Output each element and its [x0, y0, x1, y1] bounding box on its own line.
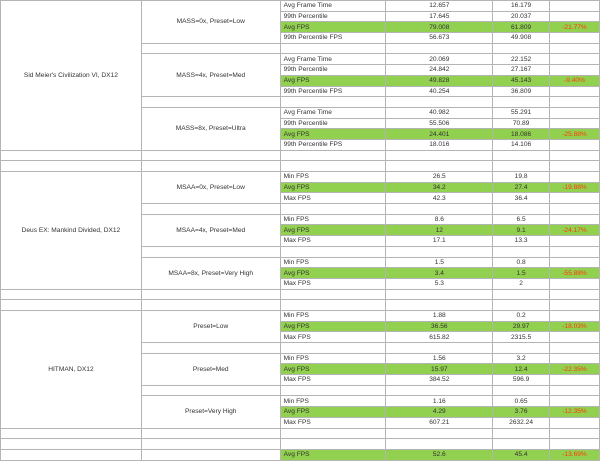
- value-a-cell: 607.21: [386, 417, 493, 428]
- value-a-cell: 1.16: [386, 396, 493, 407]
- metric-cell: Avg FPS: [280, 182, 386, 193]
- value-a-cell: 42.3: [386, 193, 493, 204]
- percent-change-cell: [550, 22, 600, 33]
- spacer-cell: [141, 43, 280, 54]
- value-a-cell: 56.673: [386, 33, 493, 44]
- value-b-cell: 2: [493, 278, 550, 289]
- spacer-cell: [280, 97, 386, 108]
- game-name-cell: HITMAN, DX12: [1, 310, 142, 428]
- percent-change-cell: [550, 54, 600, 65]
- percent-change-cell: [550, 257, 600, 268]
- metric-cell: Avg FPS: [280, 225, 386, 236]
- spacer-cell: [141, 246, 280, 257]
- value-b-cell: 16.179: [493, 1, 550, 12]
- spacer-cell: [386, 246, 493, 257]
- metric-cell: 99th Percentile: [280, 11, 386, 22]
- metric-cell: 99th Percentile: [280, 65, 386, 76]
- spacer-cell: [493, 204, 550, 215]
- percent-change-cell: [550, 353, 600, 364]
- metric-cell: Max FPS: [280, 193, 386, 204]
- spacer-cell: [386, 289, 493, 300]
- value-b-cell: 9.1: [493, 225, 550, 236]
- value-b-cell: 36.4: [493, 193, 550, 204]
- value-a-cell: 12: [386, 225, 493, 236]
- metric-cell: Min FPS: [280, 172, 386, 183]
- spacer-cell: [141, 204, 280, 215]
- table-row: [1, 1, 600, 12]
- spacer-cell: [550, 204, 600, 215]
- value-a-cell: 1.56: [386, 353, 493, 364]
- value-b-cell: 6.5: [493, 214, 550, 225]
- spacer-cell: [280, 246, 386, 257]
- spacer-cell: [141, 289, 280, 300]
- metric-cell: Max FPS: [280, 417, 386, 428]
- summary-metric-cell: Avg FPS: [280, 449, 386, 460]
- summary-value-a-cell: 52.6: [386, 449, 493, 460]
- percent-change-cell: [550, 193, 600, 204]
- metric-cell: Avg Frame Time: [280, 54, 386, 65]
- spacer-cell: [1, 150, 142, 161]
- value-a-cell: 55.506: [386, 118, 493, 129]
- metric-cell: Avg FPS: [280, 407, 386, 418]
- metric-cell: Avg FPS: [280, 321, 386, 332]
- spacer-cell: [493, 343, 550, 354]
- percent-change-value: -18.03%: [562, 322, 587, 330]
- value-a-cell: 5.3: [386, 278, 493, 289]
- value-b-cell: 49.908: [493, 33, 550, 44]
- spacer-cell: [550, 428, 600, 439]
- value-a-cell: 15.97: [386, 364, 493, 375]
- value-b-cell: 0.65: [493, 396, 550, 407]
- spacer-cell: [550, 97, 600, 108]
- value-b-cell: 27.167: [493, 65, 550, 76]
- percent-change-cell: [550, 182, 600, 193]
- percent-change-value: -25.88%: [562, 130, 587, 138]
- spacer-cell: [386, 43, 493, 54]
- value-b-cell: 596.9: [493, 375, 550, 386]
- spacer-cell: [386, 300, 493, 311]
- spacer-cell: [386, 161, 493, 172]
- spacer-cell: [1, 300, 142, 311]
- percent-change-value: -19.88%: [562, 184, 587, 192]
- value-a-cell: 12.657: [386, 1, 493, 12]
- value-b-cell: 70.89: [493, 118, 550, 129]
- percent-change-value: -12.35%: [562, 408, 587, 416]
- metric-cell: Avg Frame Time: [280, 107, 386, 118]
- value-a-cell: 40.254: [386, 86, 493, 97]
- value-b-cell: 19.8: [493, 172, 550, 183]
- percent-change-cell: [550, 86, 600, 97]
- spacer-cell: [550, 343, 600, 354]
- percent-change-cell: [550, 172, 600, 183]
- spacer-cell: [550, 300, 600, 311]
- percent-change-cell: [550, 75, 600, 86]
- value-a-cell: 79.008: [386, 22, 493, 33]
- metric-cell: Min FPS: [280, 353, 386, 364]
- spacer-cell: [386, 150, 493, 161]
- spacer-cell: [280, 300, 386, 311]
- setting-cell: Preset=Med: [141, 353, 280, 385]
- spacer-cell: [493, 300, 550, 311]
- metric-cell: 99th Percentile: [280, 118, 386, 129]
- percent-change-cell: [550, 11, 600, 22]
- spacer-cell: [493, 428, 550, 439]
- spacer-cell: [386, 428, 493, 439]
- value-b-cell: 13.3: [493, 236, 550, 247]
- value-a-cell: 40.982: [386, 107, 493, 118]
- spacer-cell: [280, 161, 386, 172]
- setting-cell: MASS=0x, Preset=Low: [141, 1, 280, 44]
- metric-cell: Avg FPS: [280, 268, 386, 279]
- value-a-cell: 1.5: [386, 257, 493, 268]
- value-b-cell: 45.143: [493, 75, 550, 86]
- spacer-cell: [280, 289, 386, 300]
- percent-change-cell: [550, 65, 600, 76]
- table-row: [1, 172, 600, 183]
- percent-change-cell: [550, 139, 600, 150]
- value-b-cell: 36.809: [493, 86, 550, 97]
- metric-cell: Avg FPS: [280, 75, 386, 86]
- spacer-cell: [141, 97, 280, 108]
- separator-row: [1, 439, 600, 450]
- spacer-cell: [493, 289, 550, 300]
- metric-cell: Max FPS: [280, 278, 386, 289]
- summary-percent-value: -13.69%: [562, 451, 587, 459]
- spacer-cell: [386, 439, 493, 450]
- summary-blank-cell: [141, 449, 280, 460]
- spacer-cell: [141, 439, 280, 450]
- setting-cell: MSAA=8x, Preset=Very High: [141, 257, 280, 289]
- percent-change-cell: [550, 321, 600, 332]
- spacer-cell: [550, 43, 600, 54]
- summary-percent-cell: [550, 449, 600, 460]
- value-a-cell: 17.1: [386, 236, 493, 247]
- metric-cell: Max FPS: [280, 236, 386, 247]
- setting-cell: MSAA=4x, Preset=Med: [141, 214, 280, 246]
- metric-cell: 99th Percentile FPS: [280, 86, 386, 97]
- percent-change-value: -9.40%: [564, 77, 585, 85]
- percent-change-cell: [550, 236, 600, 247]
- metric-cell: Avg Frame Time: [280, 1, 386, 12]
- percent-change-cell: [550, 118, 600, 129]
- spacer-cell: [280, 428, 386, 439]
- spacer-cell: [550, 289, 600, 300]
- value-a-cell: 4.29: [386, 407, 493, 418]
- percent-change-cell: [550, 332, 600, 343]
- metric-cell: Min FPS: [280, 310, 386, 321]
- percent-change-cell: [550, 364, 600, 375]
- spacer-cell: [280, 204, 386, 215]
- value-a-cell: 34.2: [386, 182, 493, 193]
- value-b-cell: 2632.24: [493, 417, 550, 428]
- separator-row: [1, 161, 600, 172]
- value-b-cell: 2315.5: [493, 332, 550, 343]
- spacer-cell: [386, 204, 493, 215]
- benchmark-table-body: [1, 1, 600, 461]
- percent-change-value: -24.17%: [562, 226, 587, 234]
- spacer-cell: [493, 43, 550, 54]
- setting-cell: MASS=8x, Preset=Ultra: [141, 107, 280, 150]
- game-name-cell: Sid Meier's Civilization VI, DX12: [1, 1, 142, 151]
- separator-row: [1, 289, 600, 300]
- value-b-cell: 3.76: [493, 407, 550, 418]
- percent-change-cell: [550, 129, 600, 140]
- spacer-cell: [141, 428, 280, 439]
- spacer-cell: [386, 385, 493, 396]
- metric-cell: 99th Percentile FPS: [280, 139, 386, 150]
- spacer-cell: [386, 343, 493, 354]
- value-a-cell: 49.828: [386, 75, 493, 86]
- separator-row: [1, 428, 600, 439]
- value-a-cell: 24.401: [386, 129, 493, 140]
- spacer-cell: [1, 289, 142, 300]
- spacer-cell: [141, 300, 280, 311]
- value-b-cell: 3.2: [493, 353, 550, 364]
- metric-cell: 99th Percentile FPS: [280, 33, 386, 44]
- spacer-cell: [493, 385, 550, 396]
- value-b-cell: 61.809: [493, 22, 550, 33]
- value-a-cell: 8.6: [386, 214, 493, 225]
- metric-cell: Max FPS: [280, 332, 386, 343]
- spacer-cell: [550, 161, 600, 172]
- value-a-cell: 20.069: [386, 54, 493, 65]
- value-a-cell: 17.645: [386, 11, 493, 22]
- percent-change-cell: [550, 396, 600, 407]
- value-a-cell: 3.4: [386, 268, 493, 279]
- separator-row: [1, 150, 600, 161]
- separator-row: [1, 300, 600, 311]
- metric-cell: Max FPS: [280, 375, 386, 386]
- spacer-cell: [141, 343, 280, 354]
- value-a-cell: 36.56: [386, 321, 493, 332]
- value-a-cell: 1.88: [386, 310, 493, 321]
- table-row: [1, 310, 600, 321]
- summary-row: [1, 449, 600, 460]
- spacer-cell: [280, 385, 386, 396]
- spacer-cell: [493, 150, 550, 161]
- spacer-cell: [1, 161, 142, 172]
- setting-cell: MSAA=0x, Preset=Low: [141, 172, 280, 204]
- percent-change-cell: [550, 310, 600, 321]
- metric-cell: Min FPS: [280, 396, 386, 407]
- value-a-cell: 18.016: [386, 139, 493, 150]
- spacer-cell: [550, 246, 600, 257]
- setting-cell: MASS=4x, Preset=Med: [141, 54, 280, 97]
- spacer-cell: [280, 343, 386, 354]
- spacer-cell: [493, 161, 550, 172]
- metric-cell: Min FPS: [280, 214, 386, 225]
- metric-cell: Avg FPS: [280, 129, 386, 140]
- spacer-cell: [550, 385, 600, 396]
- value-b-cell: 18.086: [493, 129, 550, 140]
- metric-cell: Avg FPS: [280, 364, 386, 375]
- spacer-cell: [493, 439, 550, 450]
- spacer-cell: [493, 246, 550, 257]
- metric-cell: Min FPS: [280, 257, 386, 268]
- value-b-cell: 12.4: [493, 364, 550, 375]
- percent-change-cell: [550, 225, 600, 236]
- value-a-cell: 384.52: [386, 375, 493, 386]
- value-b-cell: 20.037: [493, 11, 550, 22]
- summary-blank-cell: [1, 449, 142, 460]
- percent-change-cell: [550, 268, 600, 279]
- spacer-cell: [141, 150, 280, 161]
- value-b-cell: 1.5: [493, 268, 550, 279]
- spacer-cell: [1, 439, 142, 450]
- spacer-cell: [280, 150, 386, 161]
- spacer-cell: [1, 428, 142, 439]
- value-b-cell: 0.8: [493, 257, 550, 268]
- percent-change-cell: [550, 33, 600, 44]
- percent-change-cell: [550, 278, 600, 289]
- value-a-cell: 24.842: [386, 65, 493, 76]
- setting-cell: Preset=Very High: [141, 396, 280, 428]
- spacer-cell: [386, 97, 493, 108]
- spacer-cell: [550, 439, 600, 450]
- percent-change-cell: [550, 214, 600, 225]
- value-a-cell: 26.5: [386, 172, 493, 183]
- percent-change-value: -55.88%: [562, 269, 587, 277]
- percent-change-cell: [550, 1, 600, 12]
- game-name-cell: Deus EX: Mankind Divided, DX12: [1, 172, 142, 290]
- summary-value-b-cell: 45.4: [493, 449, 550, 460]
- percent-change-cell: [550, 407, 600, 418]
- spacer-cell: [550, 150, 600, 161]
- value-b-cell: 29.97: [493, 321, 550, 332]
- setting-cell: Preset=Low: [141, 310, 280, 342]
- value-b-cell: 55.291: [493, 107, 550, 118]
- metric-cell: Avg FPS: [280, 22, 386, 33]
- spacer-cell: [141, 385, 280, 396]
- spacer-cell: [493, 97, 550, 108]
- value-b-cell: 14.106: [493, 139, 550, 150]
- spacer-cell: [280, 43, 386, 54]
- value-a-cell: 615.82: [386, 332, 493, 343]
- percent-change-cell: [550, 375, 600, 386]
- value-b-cell: 27.4: [493, 182, 550, 193]
- value-b-cell: 0.2: [493, 310, 550, 321]
- percent-change-value: -21.77%: [562, 23, 587, 31]
- percent-change-cell: [550, 417, 600, 428]
- spacer-cell: [141, 161, 280, 172]
- percent-change-value: -22.35%: [562, 365, 587, 373]
- spacer-cell: [280, 439, 386, 450]
- percent-change-cell: [550, 107, 600, 118]
- value-b-cell: 22.152: [493, 54, 550, 65]
